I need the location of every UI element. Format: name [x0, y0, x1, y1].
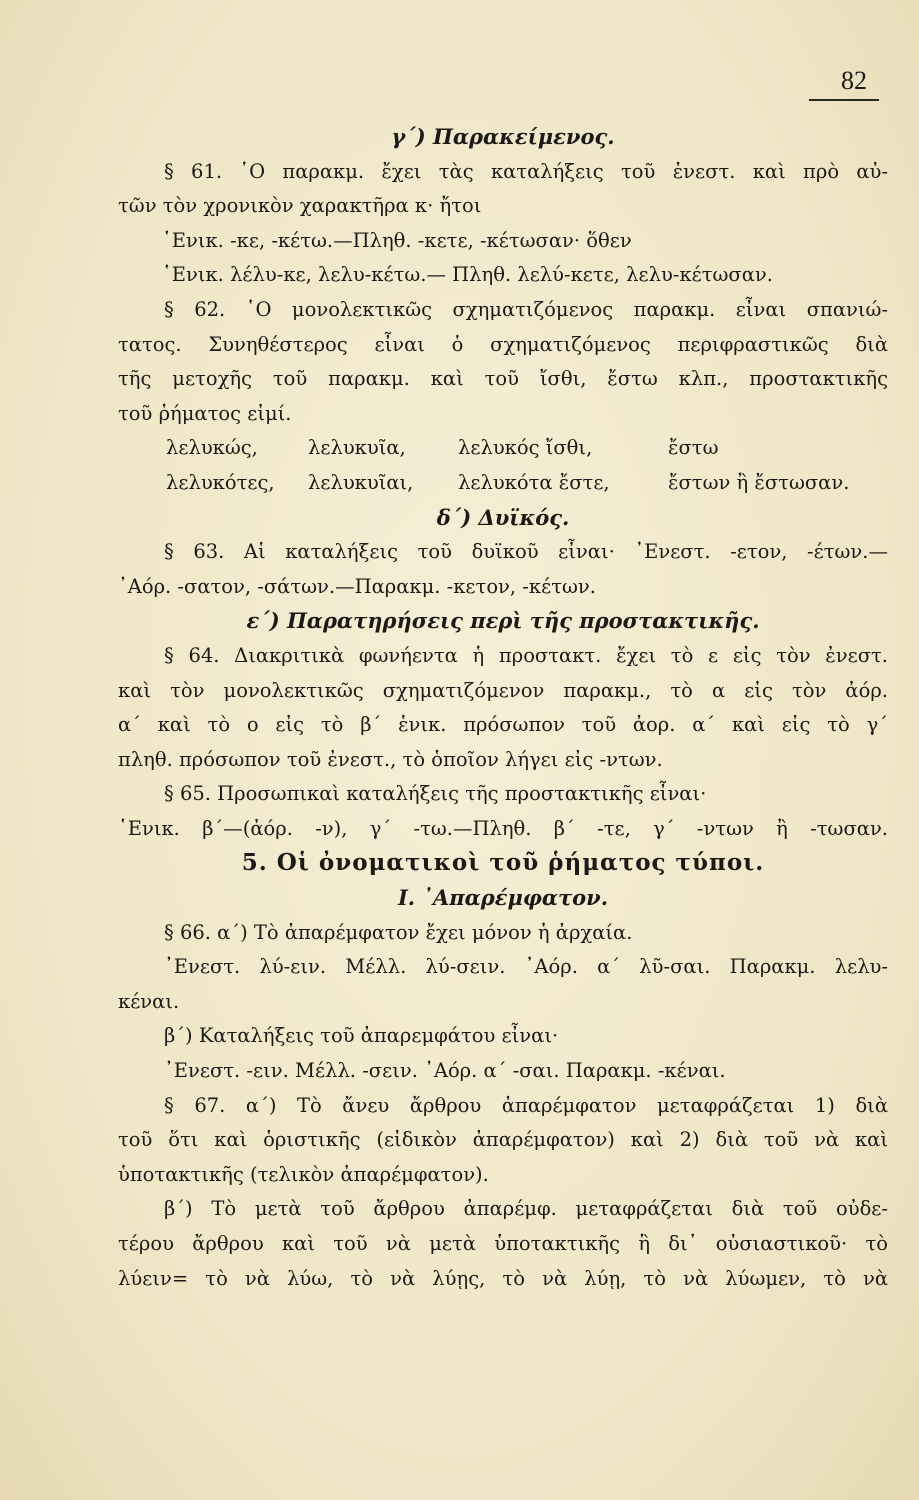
text-line: τῆς μετοχῆς τοῦ παρακμ. καὶ τοῦ ἴσθι, ἔστω κλπ., προστακτικῆς: [118, 367, 888, 391]
paradigm-row: [118, 466, 888, 501]
text-line: τοῦ ὅτι καὶ ὁριστικῆς (εἰδικὸν ἀπαρέμφατον) καὶ 2) διὰ τοῦ νὰ καὶ: [118, 1128, 888, 1152]
text-line: § 62. ῾Ο μονολεκτικῶς σχηματιζόμενος παρακμ. εἶναι σπανιώ-: [164, 297, 888, 321]
text-line: τέρου ἄρθρου καὶ τοῦ νὰ μετὰ ὑποτακτικῆς ἢ δι᾿ οὐσιαστικοῦ· τὸ: [118, 1232, 888, 1255]
text-line: ᾿Αόρ. -σατον, -σάτων.—Παρακμ. -κετον, -κέτων.: [118, 574, 596, 598]
section-heading: I. ᾿Απαρέμφατον.: [397, 885, 609, 911]
text-line: λύειν= τὸ νὰ λύω, τὸ νὰ λύῃς, τὸ νὰ λύῃ, τὸ νὰ λύωμεν, τὸ νὰ: [118, 1266, 888, 1290]
text-line: § 65. Προσωπικαὶ καταλήξεις τῆς προστακτικῆς εἶναι·: [164, 782, 707, 806]
paradigm-cell: λελυκυῖα,: [308, 436, 406, 460]
section-heading: ε΄) Παρατηρήσεις περὶ τῆς προστακτικῆς.: [246, 608, 760, 634]
text-line: α΄ καὶ τὸ ο εἰς τὸ β΄ ἑνικ. πρόσωπον τοῦ ἀορ. α΄ καὶ εἰς τὸ γ΄: [118, 713, 888, 737]
section-heading: 5. Οἱ ὀνοματικοὶ τοῦ ῥήματος τύποι.: [241, 849, 765, 877]
text-line: § 66. α΄) Τὸ ἀπαρέμφατον ἔχει μόνον ἡ ἀρχαία.: [164, 920, 633, 944]
text-line: τοῦ ῥήματος εἰμί.: [118, 401, 292, 425]
text-line: § 67. α΄) Τὸ ἄνευ ἄρθρου ἀπαρέμφατον μεταφράζεται 1) διὰ: [164, 1093, 888, 1117]
paradigm-cell: ἔστων ἢ ἔστωσαν.: [668, 470, 850, 494]
text-line: β΄) Καταλήξεις τοῦ ἀπαρεμφάτου εἶναι·: [164, 1024, 559, 1048]
text-line: ῾Ενικ. β΄—(ἀόρ. -ν), γ΄ -τω.—Πληθ. β΄ -τε, γ΄ -ντων ἢ -τωσαν.: [118, 816, 888, 840]
paradigm-cell: λελυκώς,: [166, 436, 258, 460]
text-line: πληθ. πρόσωπον τοῦ ἐνεστ., τὸ ὁποῖον λήγει εἰς -ντων.: [118, 747, 663, 771]
text-line: § 64. Διακριτικὰ φωνήεντα ἡ προστακτ. ἔχει τὸ ε εἰς τὸν ἐνεστ.: [164, 643, 888, 667]
paradigm-cell: ἔστω: [668, 436, 719, 460]
paradigm-row: [118, 431, 888, 466]
page-number-rule: [809, 99, 879, 101]
text-line: β΄) Τὸ μετὰ τοῦ ἄρθρου ἀπαρέμφ. μεταφράζεται διὰ τοῦ οὐδε-: [164, 1197, 888, 1221]
paradigm-cell: λελυκυῖαι,: [308, 470, 414, 494]
text-line: ὑποτακτικῆς (τελικὸν ἀπαρέμφατον).: [118, 1162, 489, 1186]
text-line: ῾Ενικ. λέλυ-κε, λελυ-κέτω.— Πληθ. λελύ-κετε, λελυ-κέτωσαν.: [162, 263, 773, 287]
paradigm-cell: λελυκός ἴσθι,: [458, 436, 593, 460]
text-line: § 63. Αἱ καταλήξεις τοῦ δυϊκοῦ εἶναι· ᾿Ενεστ. -ετον, -έτων.—: [164, 540, 888, 564]
paradigm-cell: λελυκότες,: [166, 470, 275, 494]
section-heading: γ΄) Παρακείμενος.: [391, 124, 615, 149]
text-line: καὶ τὸν μονολεκτικῶς σχηματιζόμενον παρακμ., τὸ α εἰς τὸν ἀόρ.: [118, 678, 888, 702]
page-number: 82: [841, 66, 867, 95]
text-line: τῶν τὸν χρονικὸν χαρακτῆρα κ· ἤτοι: [118, 194, 482, 218]
text-line: ῾Ενικ. -κε, -κέτω.—Πληθ. -κετε, -κέτωσαν· ὅθεν: [162, 228, 632, 252]
text-line: ᾿Ενεστ. -ειν. Μέλλ. -σειν. ᾿Αόρ. α΄ -σαι. Παρακμ. -κέναι.: [164, 1059, 726, 1083]
page-body: [118, 120, 888, 1296]
text-line: τατος. Συνηθέστερος εἶναι ὁ σχηματιζόμενος περιφραστικῶς διὰ: [118, 332, 888, 356]
text-line: § 61. ῾Ο παρακμ. ἔχει τὰς καταλήξεις τοῦ ἐνεστ. καὶ πρὸ αὐ-: [164, 159, 888, 183]
section-heading: δ΄) Δυϊκός.: [436, 504, 570, 530]
text-line: κέναι.: [118, 989, 180, 1013]
text-line: ᾿Ενεστ. λύ-ειν. Μέλλ. λύ-σειν. ᾿Αόρ. α΄ λῦ-σαι. Παρακμ. λελυ-: [164, 955, 888, 979]
paradigm-cell: λελυκότα ἔστε,: [458, 470, 610, 494]
